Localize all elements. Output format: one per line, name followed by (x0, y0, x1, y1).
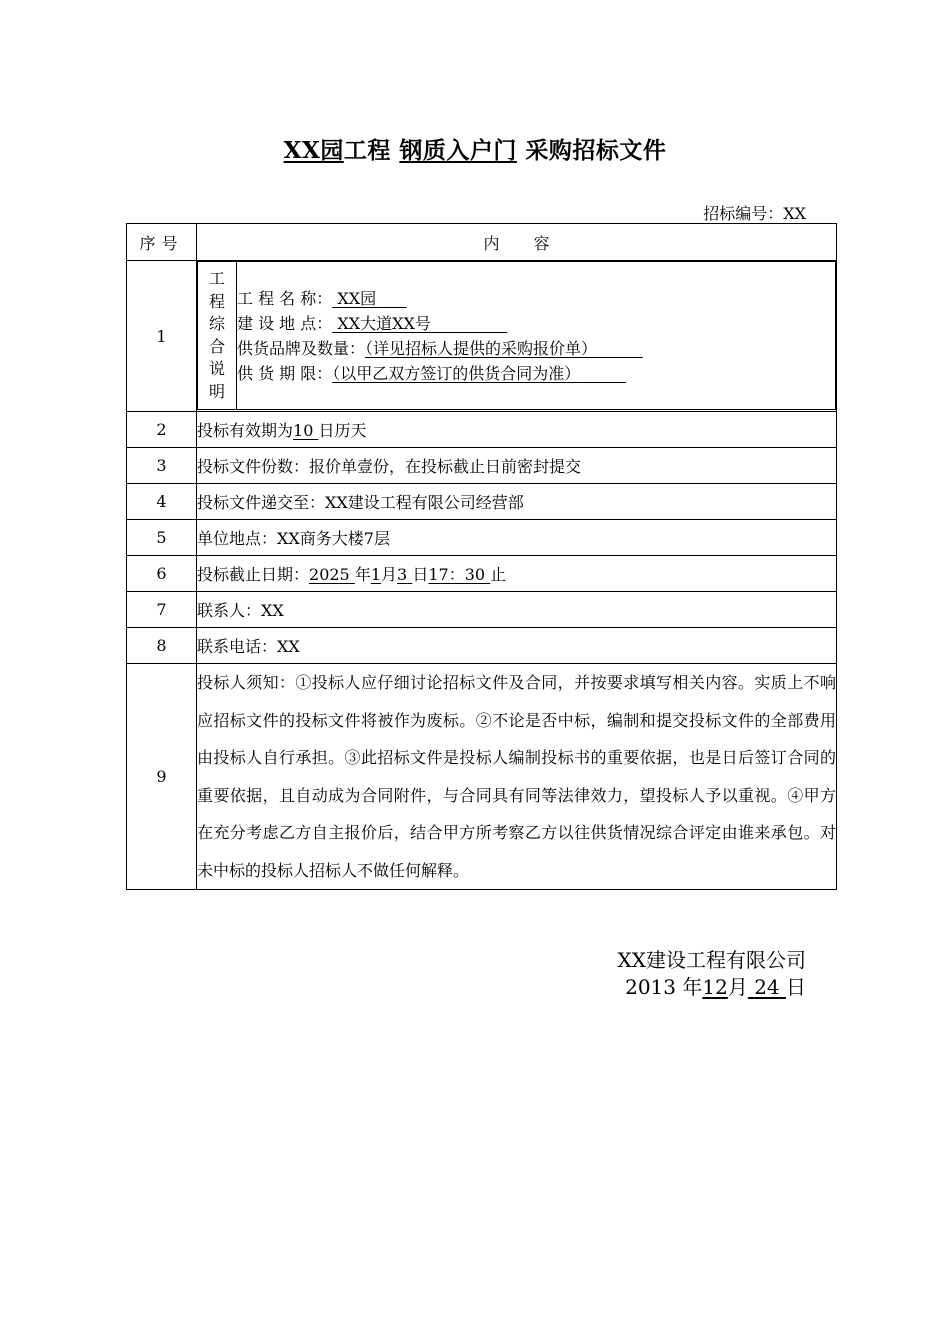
validity-suffix: 日历天 (318, 421, 367, 440)
sign-date (618, 974, 806, 1001)
row-num: 3 (127, 448, 197, 484)
deadline-day-unit: 日 (412, 565, 429, 584)
table-row-3 (127, 448, 837, 484)
table-header-row (127, 224, 837, 261)
row-num: 9 (127, 664, 197, 890)
title-item: 钢质入户门 (399, 137, 517, 164)
period-line (237, 361, 835, 386)
deadline-year: 2025 (309, 565, 350, 584)
validity-period (197, 412, 837, 448)
table-row-6 (127, 556, 837, 592)
table-row-2 (127, 412, 837, 448)
validity-days: 10 (293, 421, 314, 440)
sign-month: 12 (702, 975, 728, 999)
title-project: XX园 (283, 137, 344, 164)
brand-value (365, 339, 643, 358)
contact-person: 联系人：XX (197, 592, 837, 628)
location-text: 单位地点：XX商务大楼7层 (197, 520, 837, 556)
company-name: XX建设工程有限公司 (617, 948, 806, 972)
vlabel-char: 说 (208, 359, 225, 378)
sign-year-unit: 年 (682, 975, 703, 999)
deadline-day: 3 (397, 565, 408, 584)
table-row-1 (127, 261, 837, 412)
header-content: 内容 (197, 224, 837, 261)
contact-phone: 联系电话：XX (197, 628, 837, 664)
site-text: XX大道XX号 (337, 313, 431, 333)
title-suffix: 采购招标文件 (525, 137, 667, 164)
sign-month-unit: 月 (727, 975, 748, 999)
title-part2: 工程 (343, 137, 391, 164)
deadline-year-unit: 年 (354, 565, 371, 584)
site-line (237, 311, 835, 336)
brand-line (237, 336, 835, 361)
project-name-line (237, 286, 835, 311)
sign-year: 2013 (625, 975, 677, 999)
tender-table (126, 223, 837, 890)
project-name-text: XX园 (337, 288, 377, 308)
copies-text: 投标文件份数：报价单壹份，在投标截止日前密封提交 (197, 448, 837, 484)
vlabel-char: 明 (208, 381, 225, 401)
vlabel-char: 综 (208, 314, 225, 333)
project-name-label: 工 程 名 称： (237, 288, 333, 308)
tender-number: 招标编号：XX (703, 204, 806, 223)
validity-prefix: 投标有效期为 (197, 421, 294, 440)
sign-day: 24 (754, 975, 780, 999)
brand-text: （详见招标人提供的采购报价单） (365, 338, 598, 358)
deadline-end: 止 (490, 565, 507, 584)
row-num: 6 (127, 556, 197, 592)
bidder-notice: 投标人须知：①投标人应仔细讨论招标文件及合同，并按要求填写相关内容。实质上不响应招标文件的投标文件将被作为废标。②不论是否中标，编制和提交投标文件的全部费用由投标人自行承担。③此招标文件是投标人编制投标书的重要依据，也是日后签订合同的重要依据，且自动成为合同附件，与合同具有同等法律效力，望投标人予以重视。④甲方在充分考虑乙方自主报价后，结合甲方所考察乙方以往供货情况综合评定由谁来承包。对未中标的投标人招标人不做任何解释。 (197, 664, 837, 890)
deadline-time: 17：30 (428, 565, 486, 584)
header-num: 序号 (127, 224, 197, 261)
signature-block (618, 947, 806, 1001)
row-num: 4 (127, 484, 197, 520)
period-label: 供 货 期 限： (237, 363, 333, 383)
row-num: 1 (127, 261, 197, 412)
vertical-label (198, 262, 237, 410)
vlabel-char: 工 (208, 269, 225, 288)
table-row-8 (127, 628, 837, 664)
vlabel-char: 程 (208, 291, 225, 311)
row-num: 2 (127, 412, 197, 448)
deadline-month-unit: 月 (381, 565, 398, 584)
deadline-month: 1 (370, 565, 382, 584)
vlabel-char: 合 (208, 336, 225, 356)
deadline (197, 556, 837, 592)
project-name-value (332, 289, 406, 308)
row-num: 8 (127, 628, 197, 664)
project-specs (237, 262, 836, 410)
project-overview (197, 261, 836, 410)
brand-label: 供货品牌及数量： (237, 338, 366, 358)
site-label: 建 设 地 点： (237, 313, 333, 333)
period-value (332, 364, 626, 383)
sign-day-unit: 日 (786, 975, 806, 999)
site-value (332, 314, 507, 333)
table-row-7 (127, 592, 837, 628)
row-num: 5 (127, 520, 197, 556)
table-row-9 (127, 664, 837, 890)
table-row-5 (127, 520, 837, 556)
document-title (0, 132, 950, 165)
submit-to-text: 投标文件递交至：XX建设工程有限公司经营部 (197, 484, 837, 520)
period-text: （以甲乙双方签订的供货合同为准） (332, 363, 581, 383)
row1-content (197, 261, 837, 412)
row-num: 7 (127, 592, 197, 628)
table-row-4 (127, 484, 837, 520)
deadline-label: 投标截止日期： (197, 565, 310, 584)
